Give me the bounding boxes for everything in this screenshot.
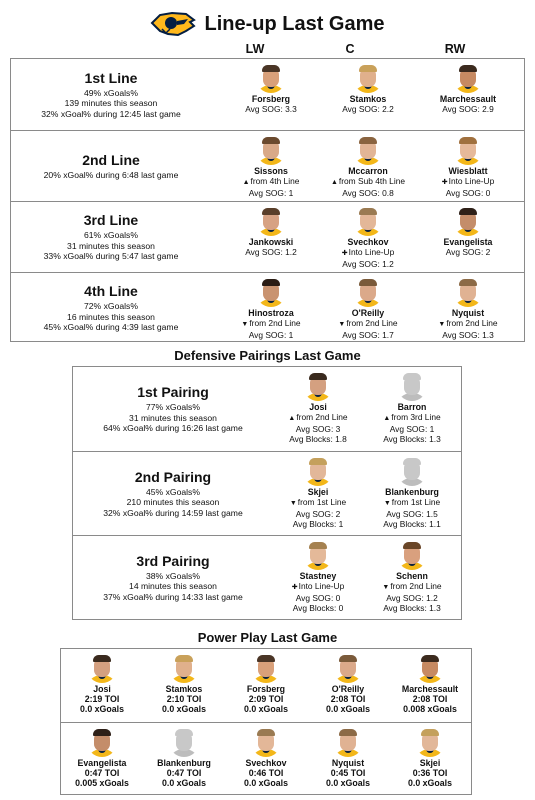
title-row (0, 6, 535, 42)
player-blocks: Avg Blocks: 1.8 (289, 434, 347, 444)
player-sog: Avg SOG: 1 (389, 424, 435, 434)
move-up-icon: ▲ (242, 179, 250, 186)
player-name: Evangelista (77, 758, 127, 768)
player-name: Schenn (396, 571, 428, 581)
pairing-row (73, 535, 461, 619)
move-down-icon: ▼ (241, 321, 249, 328)
player-toi: 0:47 TOI (166, 768, 202, 778)
player-move (271, 412, 365, 424)
player-name: Hinostroza (248, 308, 294, 318)
player-name: Skjei (419, 758, 441, 768)
player-name: Stamkos (165, 684, 203, 694)
player-stat: Avg SOG: 1.3 (442, 330, 494, 340)
line-row (11, 130, 524, 201)
player-placeholder-headshot (397, 456, 427, 486)
player-stat: Avg SOG: 3.3 (245, 104, 297, 114)
line-stat: 72% xGoals% (84, 301, 138, 312)
player-headshot (303, 540, 333, 570)
line-name: 1st Line (84, 69, 138, 86)
player-toi: 2:08 TOI (412, 694, 448, 704)
move-text: from 2nd Line (249, 318, 301, 328)
player-toi: 0:45 TOI (330, 768, 366, 778)
player-card (418, 273, 518, 343)
move-down-icon: ▼ (438, 321, 446, 328)
player-headshot (87, 653, 117, 683)
player-card (318, 273, 418, 343)
plus-icon: ✚ (291, 584, 298, 591)
player-card (307, 723, 389, 794)
player-card (61, 723, 143, 794)
player-sog: Avg SOG: 3 (295, 424, 341, 434)
pairing-stat: 37% xGoal% during 14:33 last game (103, 591, 243, 602)
player-move (271, 581, 365, 593)
player-headshot (169, 653, 199, 683)
line-info (11, 273, 211, 343)
player-sog: Avg SOG: 2 (295, 509, 341, 519)
power-play-title: Power Play Last Game (197, 630, 338, 645)
player-headshot (87, 727, 117, 757)
player-move (365, 497, 459, 509)
pairing-info (73, 452, 273, 535)
player-name: Nyquist (331, 758, 365, 768)
move-text: from Sub 4th Line (338, 176, 406, 186)
player-headshot (251, 727, 281, 757)
player-name: Mccarron (348, 166, 388, 176)
player-stat: Avg SOG: 1.7 (342, 330, 394, 340)
pairing-stat: 45% xGoals% (146, 486, 200, 497)
position-lw: LW (245, 42, 265, 56)
player-stat: Avg SOG: 0.8 (342, 188, 394, 198)
player-card (318, 59, 418, 130)
player-card (61, 649, 143, 721)
player-name: Jankowski (248, 237, 294, 247)
player-name: Blankenburg (385, 487, 439, 497)
move-text: from 2nd Line (296, 412, 348, 422)
player-headshot (333, 653, 363, 683)
player-name: Stamkos (349, 94, 387, 104)
player-name: O'Reilly (351, 308, 385, 318)
player-name: Evangelista (443, 237, 493, 247)
pairing-stat: 77% xGoals% (146, 402, 200, 413)
player-headshot (333, 727, 363, 757)
player-xgoals: 0.0 xGoals (325, 778, 370, 788)
line-stat: 32% xGoal% during 12:45 last game (41, 108, 181, 119)
move-text: from 4th Line (250, 176, 300, 186)
player-card (318, 202, 418, 272)
move-text: from 2nd Line (390, 581, 442, 591)
line-info (11, 202, 211, 272)
move-up-icon: ▲ (330, 179, 338, 186)
move-down-icon: ▼ (382, 584, 390, 591)
player-move (418, 176, 518, 188)
player-name: O'Reilly (331, 684, 365, 694)
line-row (11, 272, 524, 343)
player-xgoals: 0.005 xGoals (75, 778, 129, 788)
pairing-name: 2nd Pairing (134, 468, 212, 485)
player-name: Forsberg (251, 94, 291, 104)
player-move (318, 247, 418, 259)
player-placeholder-headshot (169, 727, 199, 757)
line-name: 2nd Line (82, 151, 140, 168)
player-headshot (353, 277, 383, 307)
pairing-name: 1st Pairing (137, 384, 209, 401)
player-xgoals: 0.0 xGoals (161, 778, 206, 788)
pairing-stat: 32% xGoal% during 14:59 last game (103, 507, 243, 518)
player-card (225, 649, 307, 721)
player-card (221, 59, 321, 130)
player-card (271, 452, 365, 535)
pairing-row (73, 451, 461, 535)
player-xgoals: 0.0 xGoals (407, 778, 452, 788)
player-toi: 2:19 TOI (84, 694, 120, 704)
move-down-icon: ▼ (289, 500, 297, 507)
plus-icon: ✚ (441, 179, 448, 186)
player-card (418, 202, 518, 272)
move-text: from 1st Line (391, 497, 441, 507)
line-stat: 45% xGoal% during 4:39 last game (43, 322, 179, 333)
player-stat: Avg SOG: 1.2 (342, 259, 394, 269)
player-xgoals: 0.0 xGoals (243, 778, 288, 788)
player-blocks: Avg Blocks: 1.3 (383, 603, 441, 613)
player-name: Svechkov (347, 237, 389, 247)
move-up-icon: ▲ (288, 415, 296, 422)
player-name: Josi (309, 402, 327, 412)
player-stat: Avg SOG: 0 (445, 188, 491, 198)
player-card (307, 649, 389, 721)
pairing-stat: 64% xGoal% during 16:26 last game (103, 423, 243, 434)
player-card (271, 536, 365, 619)
player-card (143, 649, 225, 721)
player-headshot (256, 135, 286, 165)
predators-logo-icon (150, 9, 196, 39)
player-card (225, 723, 307, 794)
move-text: from 2nd Line (446, 318, 498, 328)
position-rw: RW (444, 42, 466, 56)
player-toi: 0:47 TOI (84, 768, 120, 778)
move-text: from 2nd Line (346, 318, 398, 328)
player-card (271, 367, 365, 451)
line-stat: 16 minutes this season (67, 311, 155, 322)
forward-lines-table (10, 58, 525, 342)
pairing-info (73, 536, 273, 619)
player-stat: Avg SOG: 1 (248, 188, 294, 198)
line-name: 3rd Line (83, 212, 139, 229)
player-card (221, 202, 321, 272)
plus-icon: ✚ (341, 250, 348, 257)
player-name: Nyquist (451, 308, 485, 318)
player-headshot (303, 371, 333, 401)
player-toi: 2:09 TOI (248, 694, 284, 704)
move-down-icon: ▼ (338, 321, 346, 328)
line-info (11, 131, 211, 201)
player-sog: Avg SOG: 0 (295, 593, 341, 603)
player-headshot (415, 653, 445, 683)
player-blocks: Avg Blocks: 1.1 (383, 519, 441, 529)
player-headshot (303, 456, 333, 486)
player-toi: 0:46 TOI (248, 768, 284, 778)
defense-title: Defensive Pairings Last Game (174, 348, 361, 363)
player-headshot (453, 206, 483, 236)
pairing-stat: 14 minutes this season (129, 581, 217, 592)
player-name: Marchessault (401, 684, 459, 694)
player-card (389, 649, 471, 721)
page-title: Line-up Last Game (204, 12, 385, 35)
player-headshot (353, 206, 383, 236)
line-stat: 31 minutes this season (67, 240, 155, 251)
player-headshot (251, 653, 281, 683)
player-headshot (256, 206, 286, 236)
player-headshot (453, 277, 483, 307)
player-placeholder-headshot (397, 371, 427, 401)
player-name: Sissons (254, 166, 288, 176)
player-move (221, 318, 321, 330)
player-name: Blankenburg (157, 758, 211, 768)
pairing-info (73, 367, 273, 451)
player-move (271, 497, 365, 509)
defense-pairings-table (72, 366, 462, 620)
line-name: 4th Line (84, 283, 138, 300)
player-stat: Avg SOG: 1 (248, 330, 294, 340)
player-toi: 2:10 TOI (166, 694, 202, 704)
move-text: from 1st Line (297, 497, 347, 507)
player-card (365, 536, 459, 619)
player-name: Barron (397, 402, 427, 412)
player-headshot (353, 135, 383, 165)
move-down-icon: ▼ (383, 500, 391, 507)
pairing-stat: 31 minutes this season (129, 412, 217, 423)
player-name: Wiesblatt (448, 166, 488, 176)
player-card (221, 273, 321, 343)
player-card (418, 59, 518, 130)
player-stat: Avg SOG: 2 (445, 247, 491, 257)
move-text: from 3rd Line (391, 412, 441, 422)
player-card (389, 723, 471, 794)
player-move (318, 318, 418, 330)
line-stat: 33% xGoal% during 5:47 last game (43, 251, 179, 262)
pp-unit-row (61, 649, 471, 721)
player-card (143, 723, 225, 794)
player-move (318, 176, 418, 188)
player-stat: Avg SOG: 1.2 (245, 247, 297, 257)
line-row (11, 201, 524, 272)
position-c: C (345, 42, 355, 56)
player-name: Marchessault (439, 94, 497, 104)
player-xgoals: 0.0 xGoals (79, 704, 124, 714)
player-name: Stastney (299, 571, 337, 581)
player-blocks: Avg Blocks: 1.3 (383, 434, 441, 444)
player-move (365, 412, 459, 424)
player-stat: Avg SOG: 2.2 (342, 104, 394, 114)
pairing-row (73, 367, 461, 451)
move-text: Into Line-Up (448, 176, 495, 186)
player-move (365, 581, 459, 593)
player-name: Forsberg (246, 684, 286, 694)
player-move (221, 176, 321, 188)
line-stat: 49% xGoals% (84, 87, 138, 98)
move-text: Into Line-Up (298, 581, 345, 591)
power-play-table (60, 648, 472, 795)
player-headshot (453, 135, 483, 165)
player-headshot (256, 63, 286, 93)
player-toi: 2:08 TOI (330, 694, 366, 704)
position-header (180, 42, 535, 58)
player-stat: Avg SOG: 2.9 (442, 104, 494, 114)
player-headshot (453, 63, 483, 93)
pp-unit-row (61, 722, 471, 794)
pairing-name: 3rd Pairing (136, 552, 210, 569)
player-sog: Avg SOG: 1.5 (386, 509, 438, 519)
player-xgoals: 0.008 xGoals (403, 704, 457, 714)
player-card (221, 131, 321, 201)
player-name: Svechkov (245, 758, 287, 768)
player-card (365, 367, 459, 451)
player-toi: 0:36 TOI (412, 768, 448, 778)
player-headshot (256, 277, 286, 307)
line-row (11, 59, 524, 130)
player-headshot (415, 727, 445, 757)
player-card (418, 131, 518, 201)
player-card (318, 131, 418, 201)
player-xgoals: 0.0 xGoals (325, 704, 370, 714)
player-card (365, 452, 459, 535)
player-sog: Avg SOG: 1.2 (386, 593, 438, 603)
player-xgoals: 0.0 xGoals (161, 704, 206, 714)
player-blocks: Avg Blocks: 1 (292, 519, 344, 529)
player-xgoals: 0.0 xGoals (243, 704, 288, 714)
pairing-stat: 38% xGoals% (146, 570, 200, 581)
move-up-icon: ▲ (383, 415, 391, 422)
line-stat: 139 minutes this season (64, 98, 158, 109)
pairing-stat: 210 minutes this season (126, 497, 220, 508)
player-name: Skjei (307, 487, 329, 497)
player-headshot (397, 540, 427, 570)
player-move (418, 318, 518, 330)
line-info (11, 59, 211, 130)
line-stat: 20% xGoal% during 6:48 last game (43, 169, 179, 180)
move-text: Into Line-Up (348, 247, 395, 257)
player-blocks: Avg Blocks: 0 (292, 603, 344, 613)
player-name: Josi (93, 684, 111, 694)
player-headshot (353, 63, 383, 93)
line-stat: 61% xGoals% (84, 230, 138, 241)
